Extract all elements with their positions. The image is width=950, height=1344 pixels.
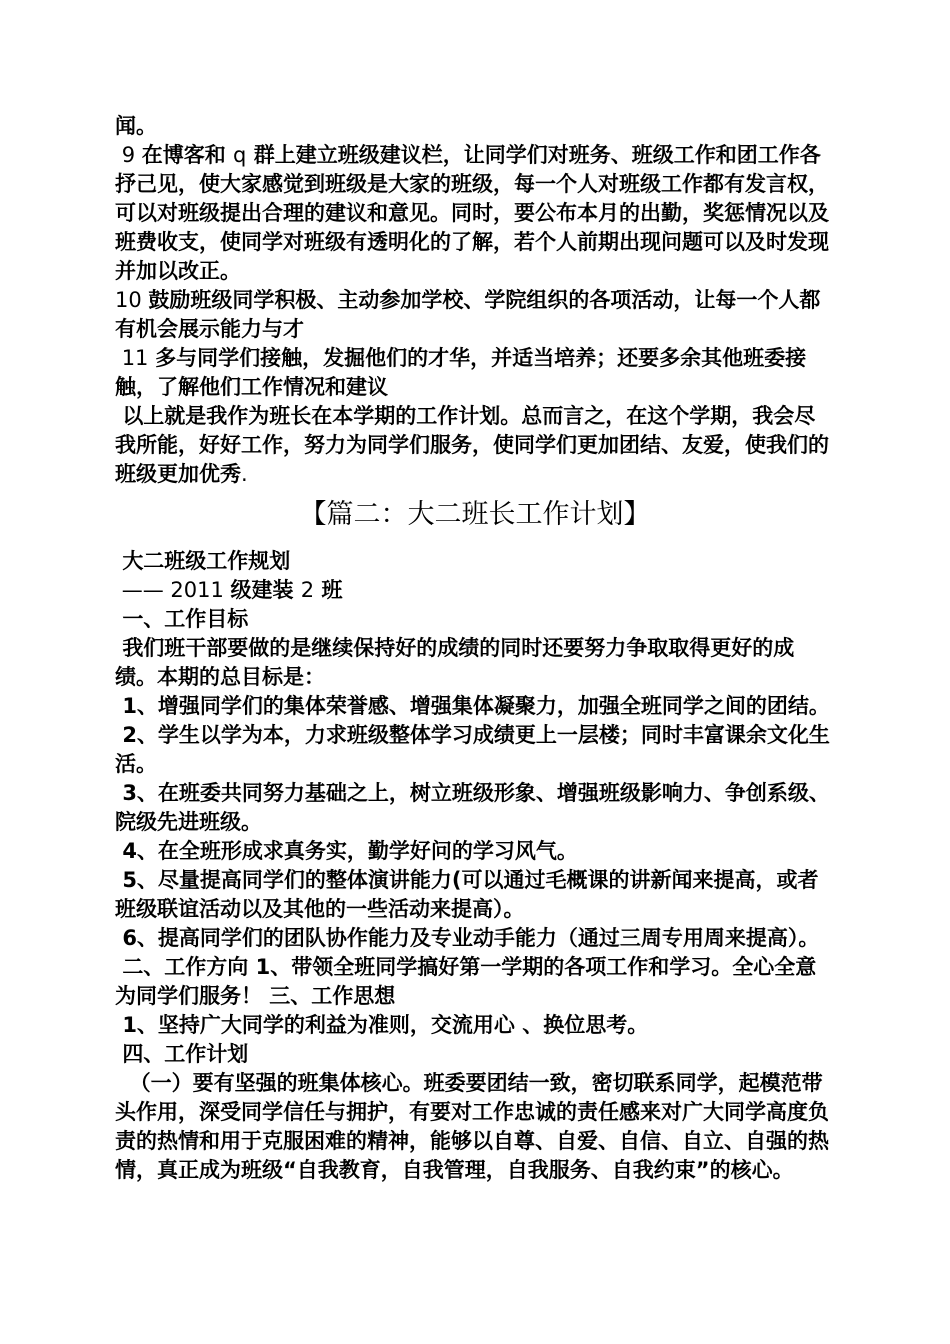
heading-direction: 二、工作方向 1、带领全班同学搞好第一学期的各项工作和学习。全心全意为同学们服务！ 三、工作思想 bbox=[115, 955, 817, 1008]
goal-item-4: 4、在全班形成求真务实，勤学好问的学习风气。 bbox=[115, 839, 578, 863]
goal-item-1: 1、增强同学们的集体荣誉感、增强集体凝聚力，加强全班同学之间的团结。 bbox=[115, 694, 830, 718]
goal-item-5: 5、尽量提高同学们的整体演讲能力(可以通过毛概课的讲新闻来提高，或者班级联谊活动以及其他的一些活动来提高）。 bbox=[115, 868, 819, 921]
subtitle-end: 班 bbox=[314, 578, 343, 602]
section-heading: 【篇二：大二班长工作计划】 bbox=[299, 499, 651, 530]
closing-dot: . bbox=[241, 462, 248, 486]
paragraph-item-10 bbox=[115, 286, 835, 344]
item-text: 群上建立班级建议栏，让同学们对班务、班级工作和团工作各抒己见，使大家感觉到班级是大家的班级，每一个人对班级工作都有发言权，可以对班级提出合理的建议和意见。同时，要公布本月的出勤，奖惩情况以及班费收支，使同学对班级有透明化的了解，若个人前期出现问题可以及时发现并加以改正。 bbox=[115, 143, 829, 283]
closing-paragraph bbox=[115, 402, 835, 489]
doc-subtitle bbox=[115, 576, 835, 605]
heading-plan: 四、工作计划 bbox=[115, 1042, 249, 1066]
item-text: 多与同学们接触，发掘他们的才华，并适当培养；还要多余其他班委接触，了解他们工作情况和建议 bbox=[115, 346, 807, 399]
document-page bbox=[115, 112, 835, 1185]
heading-goals: 一、工作目标 bbox=[115, 607, 249, 631]
closing-text: 以上就是我作为班长在本学期的工作计划。总而言之，在这个学期，我会尽我所能，好好工作，努力为同学们服务，使同学们更加团结、友爱，使我们的班级更加优秀 bbox=[115, 404, 829, 486]
item-text-q: q bbox=[233, 143, 247, 167]
thought-item-1: 1、坚持广大同学的利益为准则，交流用心 、换位思考。 bbox=[115, 1013, 649, 1037]
paragraph-fragment: 闻。 bbox=[115, 114, 157, 138]
item-text: 在博客和 bbox=[141, 143, 234, 167]
item-number: 10 bbox=[115, 288, 149, 312]
goal-item-6: 6、提高同学们的团队协作能力及专业动手能力（通过三周专用周来提高）。 bbox=[115, 926, 820, 950]
subtitle-dash: —— 2011 bbox=[115, 578, 231, 602]
goal-item-2: 2、学生以学为本，力求班级整体学习成绩更上一层楼；同时丰富课余文化生活。 bbox=[115, 723, 830, 776]
subtitle-num: 2 bbox=[300, 578, 315, 602]
subtitle-text: 级建装 bbox=[230, 578, 301, 602]
item-text: 鼓励班级同学积极、主动参加学校、学院组织的各项活动，让每一个人都有机会展示能力与才 bbox=[115, 288, 821, 341]
plan-item-1: （一）要有坚强的班集体核心。班委要团结一致，密切联系同学，起模范带头作用，深受同学信任与拥护，有要对工作忠诚的责任感来对广大同学高度负责的热情和用于克服困难的精神，能够以自尊、自爱、自信、自立、自强的热情，真正成为班级“自我教育，自我管理，自我服务、自我约束”的核心。 bbox=[115, 1071, 829, 1182]
doc-title: 大二班级工作规划 bbox=[115, 549, 291, 573]
goal-item-3: 3、在班委共同努力基础之上，树立班级形象、增强班级影响力、争创系级、院级先进班级。 bbox=[115, 781, 830, 834]
goal-intro: 我们班干部要做的是继续保持好的成绩的同时还要努力争取取得更好的成绩。本期的总目标是： bbox=[115, 636, 795, 689]
paragraph-item-9 bbox=[115, 141, 835, 286]
paragraph-item-11 bbox=[115, 344, 835, 402]
item-number: 9 bbox=[115, 143, 142, 167]
item-number: 11 bbox=[115, 346, 156, 370]
